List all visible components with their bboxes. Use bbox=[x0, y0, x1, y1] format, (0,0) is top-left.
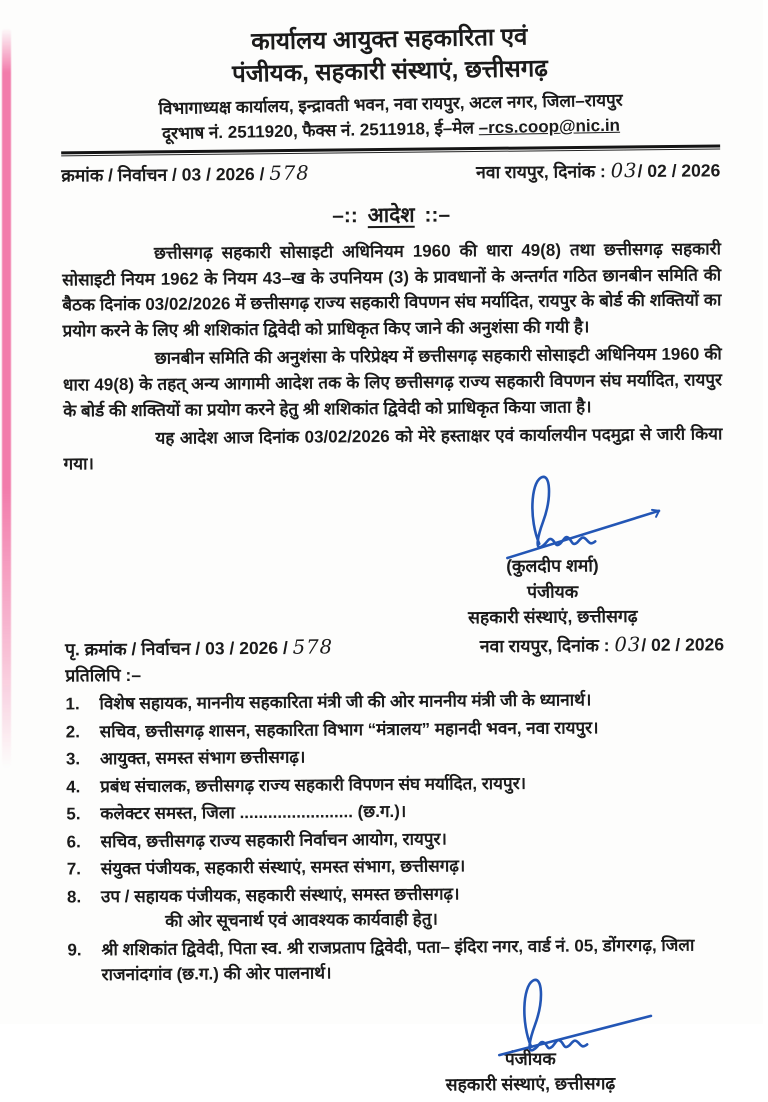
copy-item-number: 3. bbox=[65, 749, 81, 769]
copy-item-text: उप / सहायक पंजीयक, सहकारी संस्थाएं, समस्त छत्तीसगढ़। की ओर सूचनार्थ एवं आवश्यक कार्यवाही हेतु। bbox=[101, 879, 726, 935]
office-title-line1: कार्यालय आयुक्त सहकारिता एवं bbox=[251, 23, 528, 56]
order-heading-word: आदेश bbox=[367, 203, 415, 227]
copy-item-number: 5. bbox=[66, 804, 81, 824]
signature-stroke bbox=[439, 974, 670, 1058]
endorsement-number-handwritten: 578 bbox=[292, 635, 334, 660]
copy-item-text: विशेष सहायक, माननीय सहकारिता मंत्री जी की ओर माननीय मंत्री जी के ध्यानार्थ। bbox=[99, 690, 592, 714]
copy-item-text: संयुक्त पंजीयक, सहकारी संस्थाएं, समस्त संभाग, छत्तीसगढ़। bbox=[100, 856, 466, 879]
signatory-block-top bbox=[417, 479, 688, 631]
place-and-date: नवा रायपुर, दिनांक : 03/ 02 / 2026 bbox=[476, 158, 721, 183]
copy-list-heading: प्रतिलिपि :– bbox=[65, 665, 142, 686]
copy-item-number: 7. bbox=[66, 859, 82, 879]
signature-ink-top bbox=[417, 479, 688, 555]
order-paragraph-2: छानबीन समिति की अनुशंसा के परिप्रेक्ष्य में छत्तीसगढ़ सहकारी सोसाइटी अधिनियम 1960 की धारा 49(8) के तहत् अन्य आगामी आदेश तक के लिए छत्तीसगढ़ राज्य सहकारी विपणन संघ मर्यादित, रायपुर के बोर्ड की शक्तियों का प्रयोग करने हेतु श्री शशिकांत द्विवेदी को प्राधिकृत किया जाता है। bbox=[62, 344, 723, 421]
signer-designation: पंजीयक bbox=[527, 581, 579, 602]
copy-item-text: प्रबंध संचालक, छत्तीसगढ़ राज्य सहकारी विपणन संघ मर्यादित, रायपुर। bbox=[100, 773, 527, 797]
copy-item-number: 9. bbox=[67, 940, 82, 960]
copy-list bbox=[65, 687, 726, 989]
copy-list-item bbox=[66, 742, 725, 773]
copy-item-text: सचिव, छत्तीसगढ़ राज्य सहकारी निर्वाचन आयोग, रायपुर। bbox=[100, 829, 447, 852]
order-paragraph-3: यह आदेश आज दिनांक 03/02/2026 को मेरे हस्ताक्षर एवं कार्यालयीन पदमुद्रा से जारी किया गया। bbox=[63, 423, 723, 474]
copy-item-text: सचिव, छत्तीसगढ़ शासन, सहकारिता विभाग “मंत्रालय” महानदी भवन, नवा रायपुर। bbox=[99, 718, 599, 742]
signature-stroke bbox=[451, 473, 682, 561]
reference-number-handwritten: 578 bbox=[269, 161, 310, 185]
copy-list-item bbox=[66, 769, 725, 800]
copy-list-item bbox=[67, 879, 726, 935]
copy-item-number: 6. bbox=[66, 832, 81, 852]
copy-item-text: श्री शशिकांत द्विवेदी, पिता स्व. श्री राजप्रताप द्विवेदी, पता– इंदिरा नगर, वार्ड नं. 05, डोंगरगढ़, जिला राजनांदगांव (छ.ग.) की ओर पालनार्थ। bbox=[101, 935, 695, 985]
copy-list-item bbox=[66, 797, 725, 828]
letterhead-divider bbox=[61, 144, 720, 156]
copy-list-item bbox=[66, 714, 725, 745]
signer-organisation: सहकारी संस्थाएं, छत्तीसगढ़ bbox=[445, 1073, 616, 1095]
signer-organisation: सहकारी संस्थाएं, छत्तीसगढ़ bbox=[468, 605, 638, 628]
signatory-block-bottom bbox=[385, 980, 676, 1099]
order-paragraph-1: छत्तीसगढ़ सहकारी सोसाइटी अधिनियम 1960 की धारा 49(8) तथा छत्तीसगढ़ सहकारी सोसाइटी नियम 1962 के नियम 43–ख के उपनियम (3) के प्रावधानों के अन्तर्गत गठित छानबीन समिति की बैठक दिनांक 03/02/2026 में छत्तीसगढ़ राज्य सहकारी विपणन संघ मर्यादित, रायपुर के बोर्ड की शक्तियों का प्रयोग करने के लिए श्री शशिकांत द्विवेदी को प्राधिकृत किए जाने की अनुशंसा की गयी है। bbox=[62, 239, 722, 341]
copy-list-item bbox=[66, 824, 725, 855]
office-title-line2: पंजीयक, सहकारी संस्थाएं, छत्तीसगढ़ bbox=[231, 55, 549, 89]
copy-item-text-continuation: की ओर सूचनार्थ एवं आवश्यक कार्यवाही हेतु। bbox=[165, 909, 438, 932]
phone-fax-text: दूरभाष नं. 2511920, फैक्स नं. 2511918, ई–मेल bbox=[161, 118, 479, 143]
email-text: –rcs.coop@nic.in bbox=[478, 115, 621, 138]
copy-item-text: आयुक्त, समस्त संभाग छत्तीसगढ़। bbox=[99, 747, 306, 769]
reference-number: क्रमांक / निर्वाचन / 03 / 2026 / 578 bbox=[61, 161, 310, 186]
copy-item-number: 1. bbox=[65, 694, 80, 714]
endorsement-number: पृ. क्रमांक / निर्वाचन / 03 / 2026 / 578 bbox=[64, 635, 334, 660]
office-title bbox=[60, 18, 720, 95]
endorsement-row bbox=[65, 633, 724, 662]
copy-list-item bbox=[67, 852, 726, 883]
copy-list-item bbox=[65, 687, 724, 718]
letterhead bbox=[60, 18, 721, 146]
signer-name: (कुलदीप शर्मा) bbox=[506, 555, 599, 577]
copy-item-number: 8. bbox=[66, 887, 82, 907]
order-heading: –:: आदेश ::– bbox=[332, 203, 451, 228]
copy-item-text: कलेक्टर समस्त, जिला ........................ (छ.ग.)। bbox=[100, 802, 407, 824]
office-address: विभागाध्यक्ष कार्यालय, इन्द्रावती भवन, नवा रायपुर, अटल नगर, जिला–रायपुर bbox=[158, 90, 623, 118]
reference-row bbox=[61, 158, 720, 187]
date-day-handwritten: 03 bbox=[610, 158, 638, 182]
signature-ink-bottom bbox=[385, 980, 676, 1048]
copy-item-number: 2. bbox=[65, 722, 80, 742]
endorsement-place-date: नवा रायपुर, दिनांक : 03/ 02 / 2026 bbox=[479, 633, 725, 657]
endorsement-date-handwritten: 03 bbox=[614, 633, 642, 657]
signer-designation: पंजीयक bbox=[504, 1048, 556, 1069]
copy-item-number: 4. bbox=[66, 777, 81, 797]
